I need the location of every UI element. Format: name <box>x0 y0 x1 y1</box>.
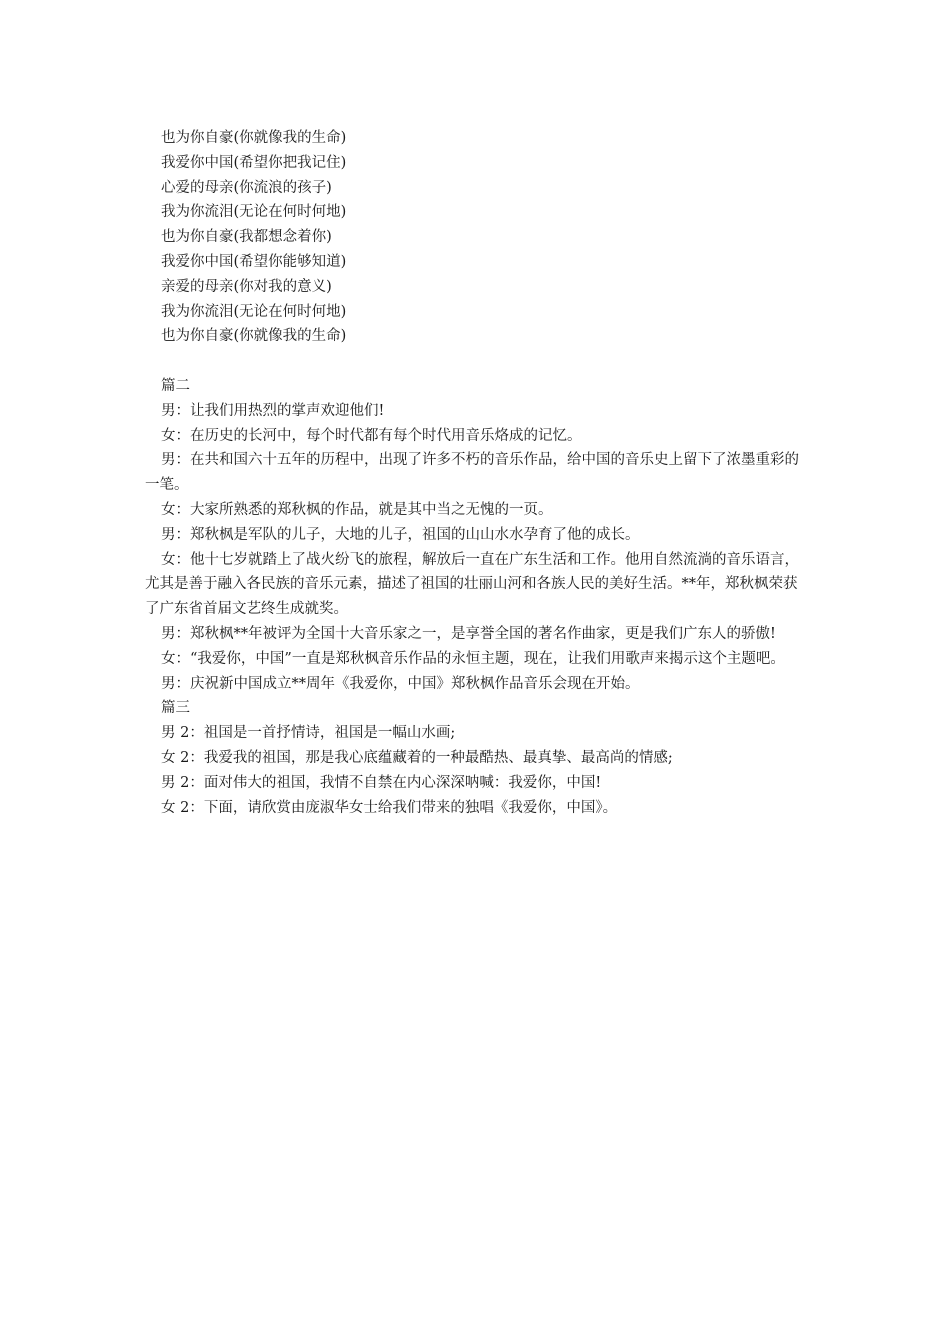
section-heading: 篇三 <box>161 700 190 717</box>
document-body <box>145 126 810 820</box>
lyric-line: 亲爱的母亲(你对我的意义) <box>161 278 332 295</box>
lyric-line: 也为你自豪(你就像我的生命) <box>161 328 347 345</box>
dialogue-paragraph: 女 2：下面，请欣赏由庞淑华女士给我们带来的独唱《我爱你，中国》。 <box>161 799 618 816</box>
dialogue-paragraph: 男：郑秋枫是军队的儿子，大地的儿子，祖国的山山水水孕育了他的成长。 <box>161 526 640 543</box>
lyrics-block <box>145 126 810 349</box>
section-three <box>145 696 810 820</box>
dialogue-paragraph: 男：在共和国六十五年的历程中，出现了许多不朽的音乐作品，给中国的音乐史上留下了浓墨重彩的一笔。 <box>145 452 799 494</box>
lyric-line: 心爱的母亲(你流浪的孩子) <box>161 179 332 196</box>
dialogue-paragraph: 男 2：祖国是一首抒情诗，祖国是一幅山水画; <box>161 725 456 742</box>
lyric-line: 我为你流泪(无论在何时何地) <box>161 303 347 320</box>
dialogue-paragraph: 女：在历史的长河中，每个时代都有每个时代用音乐烙成的记忆。 <box>161 427 582 444</box>
dialogue-paragraph: 女 2：我爱我的祖国，那是我心底蕴藏着的一种最酷热、最真挚、最高尚的情感; <box>161 749 673 766</box>
dialogue-paragraph: 男：郑秋枫**年被评为全国十大音乐家之一，是享誉全国的著名作曲家，更是我们广东人的骄傲! <box>161 625 776 642</box>
section-two <box>145 374 810 696</box>
dialogue-paragraph: 男：让我们用热烈的掌声欢迎他们! <box>161 402 385 419</box>
blank-line <box>145 349 810 374</box>
dialogue-paragraph: 女：他十七岁就踏上了战火纷飞的旅程，解放后一直在广东生活和工作。他用自然流淌的音乐语言，尤其是善于融入各民族的音乐元素，描述了祖国的壮丽山河和各族人民的美好生活。**年，郑秋枫荣获了广东省首届文艺终生成就奖。 <box>145 551 799 618</box>
dialogue-paragraph: 男：庆祝新中国成立**周年《我爱你，中国》郑秋枫作品音乐会现在开始。 <box>161 675 640 692</box>
lyric-line: 我为你流泪(无论在何时何地) <box>161 204 347 221</box>
lyric-line: 也为你自豪(你就像我的生命) <box>161 130 347 146</box>
lyric-line: 我爱你中国(希望你把我记住) <box>161 154 347 171</box>
dialogue-paragraph: 男 2：面对伟大的祖国，我情不自禁在内心深深呐喊：我爱你，中国! <box>161 774 602 791</box>
lyric-line: 我爱你中国(希望你能够知道) <box>161 253 347 270</box>
dialogue-paragraph: 女：大家所熟悉的郑秋枫的作品，就是其中当之无愧的一页。 <box>161 501 553 518</box>
dialogue-paragraph: 女：“我爱你，中国”一直是郑秋枫音乐作品的永恒主题，现在，让我们用歌声来揭示这个主题吧。 <box>161 650 785 667</box>
lyric-line: 也为你自豪(我都想念着你) <box>161 229 332 246</box>
section-heading: 篇二 <box>161 377 190 394</box>
